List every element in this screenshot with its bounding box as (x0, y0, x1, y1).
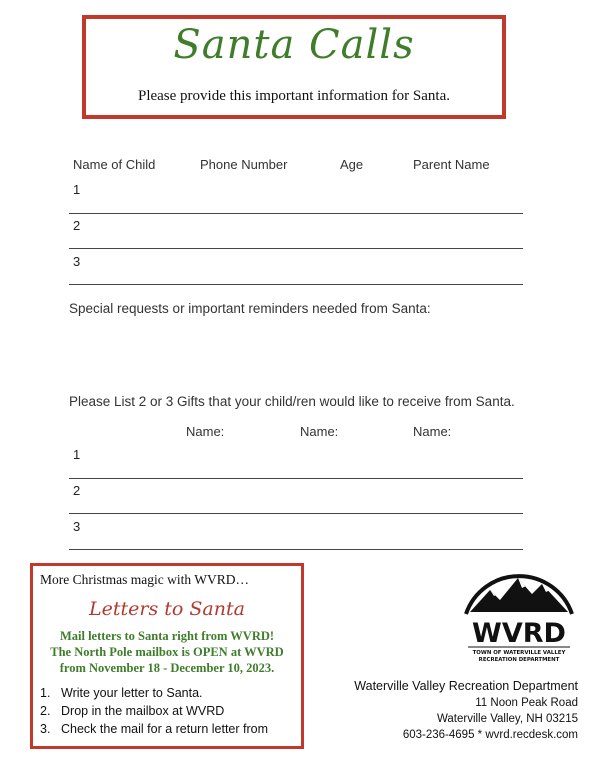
contact-phone-web[interactable]: 603-236-4695 * wvrd.recdesk.com (402, 729, 578, 741)
gift-row-line[interactable] (69, 478, 523, 479)
contact-org: Waterville Valley Recreation Department (354, 679, 578, 693)
step-number: 1. (40, 686, 51, 700)
letters-step (40, 722, 268, 736)
gift-row-line[interactable] (69, 549, 523, 550)
gift-column-name: Name: (413, 424, 452, 439)
logo-wordmark: WVRD (472, 618, 566, 649)
contact-address1: 11 Noon Peak Road (475, 697, 578, 709)
step-text: Check the mail for a return letter from (61, 722, 269, 736)
child-row-line[interactable] (69, 248, 523, 249)
letters-step (40, 686, 203, 700)
gift-row-number: 2 (73, 483, 81, 498)
letters-intro: More Christmas magic with WVRD… (40, 572, 249, 587)
gifts-label: Please List 2 or 3 Gifts that your child/ren would like to receive from Santa. (69, 394, 515, 409)
mountain-logo-icon (460, 560, 578, 664)
page-title: Santa Calls (173, 22, 415, 68)
child-row-number: 1 (73, 182, 81, 197)
child-row-number: 3 (73, 254, 81, 269)
letters-line: from November 18 - December 10, 2023. (59, 661, 275, 675)
gift-row-number: 3 (73, 519, 81, 534)
child-row-line[interactable] (69, 284, 523, 285)
contact-address2: Waterville Valley, NH 03215 (436, 713, 578, 725)
special-requests-label: Special requests or important reminders needed from Santa: (69, 301, 431, 316)
column-header-parent-name: Parent Name (413, 157, 490, 172)
gift-column-name: Name: (186, 424, 225, 439)
column-header-age: Age (340, 157, 364, 172)
child-row-number: 2 (73, 218, 81, 233)
step-number: 3. (40, 722, 51, 736)
wvrd-logo (460, 560, 578, 664)
letters-line: The North Pole mailbox is OPEN at WVRD (50, 645, 284, 659)
gift-row-line[interactable] (69, 513, 523, 514)
gift-column-name: Name: (300, 424, 339, 439)
page-subtitle: Please provide this important information for Santa. (137, 88, 451, 104)
column-header-phone-number: Phone Number (200, 157, 288, 172)
logo-line2: RECREATION DEPARTMENT (478, 657, 560, 663)
child-row-line[interactable] (69, 213, 523, 214)
step-number: 2. (40, 704, 51, 718)
step-text: Drop in the mailbox at WVRD (61, 704, 225, 718)
step-text: Write your letter to Santa. (61, 686, 203, 700)
letters-title: Letters to Santa (89, 598, 245, 620)
letters-line: Mail letters to Santa right from WVRD! (59, 629, 275, 643)
letters-step (40, 704, 224, 718)
gift-row-number: 1 (73, 447, 81, 462)
logo-line1: TOWN OF WATERVILLE VALLEY (472, 650, 566, 656)
column-header-name-of-child: Name of Child (73, 157, 156, 172)
